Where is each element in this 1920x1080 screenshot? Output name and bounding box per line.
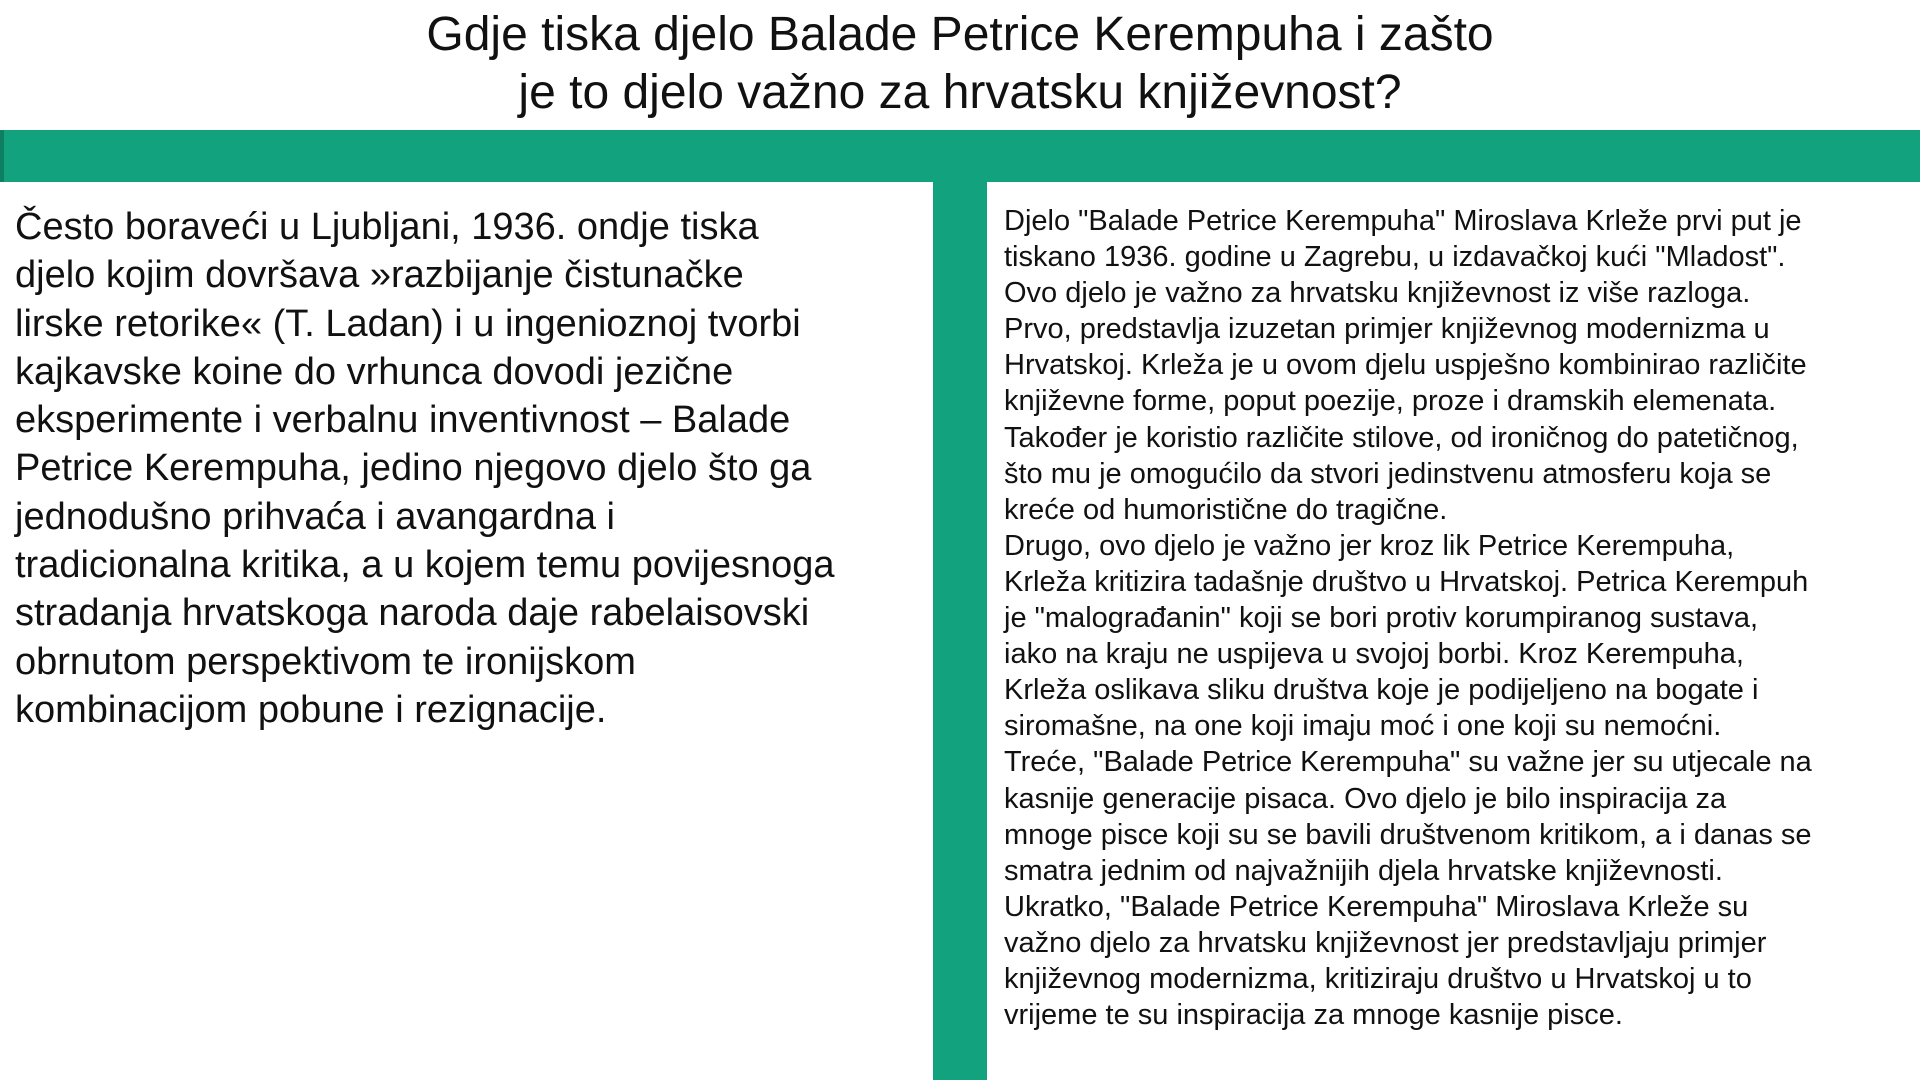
left-text-line: kajkavske koine do vrhunca dovodi jezične xyxy=(15,350,734,393)
right-text-panel xyxy=(1004,203,1914,1033)
right-text-line: kreće od humoristične do tragične. xyxy=(1004,493,1448,526)
left-text-line: stradanja hrvatskoga naroda daje rabelaisovski xyxy=(15,592,810,635)
left-text-panel xyxy=(15,203,920,734)
title-line: Gdje tiska djelo Balade Petrice Kerempuha i zašto xyxy=(426,8,1494,61)
left-text-line: djelo kojim dovršava »razbijanje čistunačke xyxy=(15,254,744,297)
left-text-line: kombinacijom pobune i rezignacije. xyxy=(15,688,607,731)
right-text-line: Krleža oslikava sliku društva koje je podijeljeno na bogate i xyxy=(1004,674,1759,707)
right-text-line: Također je koristio različite stilove, od ironičnog do patetičnog, xyxy=(1004,421,1799,454)
right-text-line: mnoge pisce koji su se bavili društvenom kritikom, a i danas se xyxy=(1004,818,1812,851)
right-text-line: Treće, "Balade Petrice Kerempuha" su važne jer su utjecale na xyxy=(1004,746,1812,779)
right-text-line: Prvo, predstavlja izuzetan primjer književnog modernizma u xyxy=(1004,313,1770,346)
right-text-line: iako na kraju ne uspijeva u svojoj borbi. Kroz Kerempuha, xyxy=(1004,638,1744,671)
vertical-divider-bar xyxy=(933,182,987,1080)
left-text-line: lirske retorike« (T. Ladan) i u ingenioznoj tvorbi xyxy=(15,302,801,345)
right-text-line: Drugo, ovo djelo je važno jer kroz lik Petrice Kerempuha, xyxy=(1004,529,1735,562)
horizontal-divider-bar xyxy=(4,130,1920,182)
left-text-line: Petrice Kerempuha, jedino njegovo djelo što ga xyxy=(15,447,812,490)
right-text-line: tiskano 1936. godine u Zagrebu, u izdavačkoj kući "Mladost". xyxy=(1004,241,1786,274)
right-text-line: Hrvatskoj. Krleža je u ovom djelu uspješno kombinirao različite xyxy=(1004,349,1807,382)
right-text-line: Ukratko, "Balade Petrice Kerempuha" Miroslava Krleže su xyxy=(1004,890,1749,923)
right-text-line: važno djelo za hrvatsku književnost jer predstavljaju primjer xyxy=(1004,926,1767,959)
right-text-line: književne forme, poput poezije, proze i dramskih elemenata. xyxy=(1004,385,1777,418)
right-text-line: smatra jednim od najvažnijih djela hrvatske književnosti. xyxy=(1004,854,1723,887)
right-text-line: vrijeme te su inspiracija za mnoge kasnije pisce. xyxy=(1004,999,1623,1032)
left-text-line: tradicionalna kritika, a u kojem temu povijesnoga xyxy=(15,544,835,587)
title-line: je to djelo važno za hrvatsku književnost? xyxy=(518,66,1402,119)
right-text-line: Krleža kritizira tadašnje društvo u Hrvatskoj. Petrica Kerempuh xyxy=(1004,565,1809,598)
left-text-line: Često boraveći u Ljubljani, 1936. ondje tiska xyxy=(15,206,759,248)
right-text-line: što mu je omogućilo da stvori jedinstvenu atmosferu koja se xyxy=(1004,457,1772,490)
right-text-line: kasnije generacije pisaca. Ovo djelo je bilo inspiracija za xyxy=(1004,782,1727,815)
page-title xyxy=(0,6,1920,122)
left-text-line: jednodušno prihvaća i avangardna i xyxy=(15,495,615,538)
right-text-line: je "malograđanin" koji se bori protiv korumpiranog sustava, xyxy=(1004,602,1759,635)
left-text-line: eksperimente i verbalnu inventivnost – Balade xyxy=(15,399,791,442)
right-text-line: Djelo "Balade Petrice Kerempuha" Miroslava Krleže prvi put je xyxy=(1004,205,1802,237)
right-text-line: književnog modernizma, kritiziraju društvo u Hrvatskoj u to xyxy=(1004,962,1752,995)
right-text-line: Ovo djelo je važno za hrvatsku književnost iz više razloga. xyxy=(1004,277,1751,310)
left-text-line: obrnutom perspektivom te ironijskom xyxy=(15,640,636,683)
right-text-line: siromašne, na one koji imaju moć i one koji su nemoćni. xyxy=(1004,710,1722,743)
